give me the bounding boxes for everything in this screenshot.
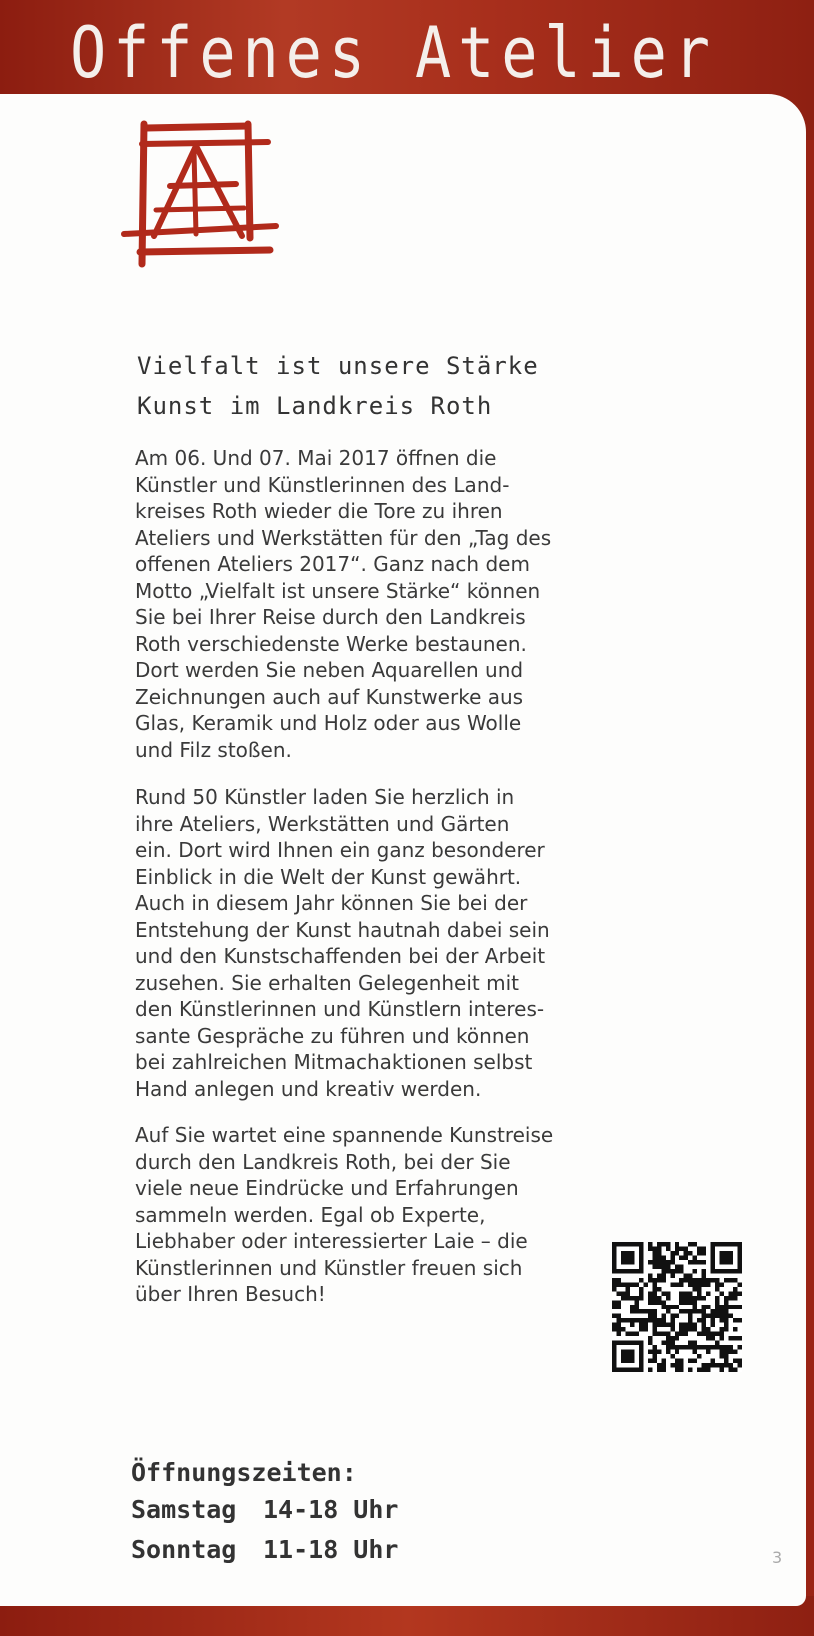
page-title: Offenes Atelier [70,12,717,94]
qr-code-icon[interactable] [612,1242,742,1372]
body-paragraph-3: Auf Sie wartet eine spannende Kunstreise durch den Landkreis Roth, bei der Sie viele neue Eindrücke und Erfahrungen sammeln werden. Egal ob Experte, Liebhaber oder interessierter Laie – die Künstlerinnen und Künstler freuen sich über Ihren Besuch! [135,1123,554,1306]
opening-time: 14-18 Uhr [263,1495,399,1524]
body-paragraph-2: Rund 50 Künstler laden Sie herzlich in ihre Ateliers, Werkstätten und Gärten ein. Dort wird Ihnen ein ganz besonderer Einblick in die Welt der Kunst gewährt. Auch in diesem Jahr können Sie bei der Entstehung der Kunst hautnah dabei sein und den Kunstschaffenden bei der Arbeit zusehen. Sie erhalten Gelegenheit mit den Künstlerinnen und Künstlern interes- sante Gespräche zu führen und können bei zahlreichen Mitmachaktionen selbst Hand anlegen und kreativ werden. [135,785,550,1101]
opening-hours-title: Öffnungszeiten: [131,1458,357,1487]
opening-hours-row [131,1535,398,1575]
page-number: 3 [772,1548,783,1567]
opening-day: Sonntag [131,1535,237,1564]
opening-time: 11-18 Uhr [263,1535,399,1564]
atelier-logo-icon [120,118,286,270]
subtitle-line-2: Kunst im Landkreis Roth [137,392,493,420]
subtitle-line-1: Vielfalt ist unsere Stärke [137,352,539,380]
opening-hours [131,1458,398,1575]
opening-hours-row [131,1495,398,1535]
body-paragraph-1: Am 06. Und 07. Mai 2017 öffnen die Künstler und Künstlerinnen des Land- kreises Roth wieder die Tore zu ihren Ateliers und Werkstätten für den „Tag des offenen Ateliers 2017“. Ganz nach dem Motto „Vielfalt ist unsere Stärke“ können Sie bei Ihrer Reise durch den Landkreis Roth verschiedenste Werke bestaunen. Dort werden Sie neben Aquarellen und Zeichnungen auch auf Kunstwerke aus Glas, Keramik und Holz oder aus Wolle und Filz stoßen. [135,446,552,762]
opening-day: Samstag [131,1495,237,1524]
